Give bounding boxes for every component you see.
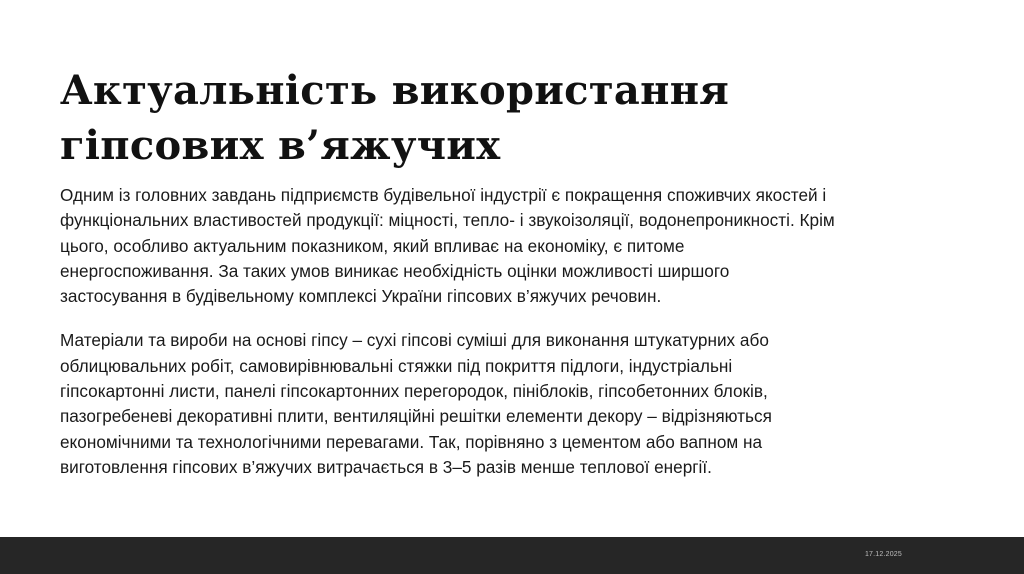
paragraph-line: цього, особливо актуальним показником, який впливає на економіку, є питоме xyxy=(60,235,685,256)
paragraph-line: Одним із головних завдань підприємств будівельної індустрії є покращення споживчих якостей і xyxy=(60,185,827,205)
paragraph-line: пазогребеневі декоративні плити, вентиляційні решітки елементи декору – відрізняються xyxy=(60,406,772,427)
slide-title xyxy=(60,63,960,173)
paragraph-line: Матеріали та вироби на основі гіпсу – сухі гіпсові суміші для виконання штукатурних або xyxy=(60,330,769,351)
footer-bar xyxy=(0,537,1024,574)
paragraph-line: енергоспоживання. За таких умов виникає необхідність оцінки можливості ширшого xyxy=(60,260,730,281)
paragraph-line: виготовлення гіпсових в’яжучих витрачається в 3–5 разів менше теплової енергії. xyxy=(60,456,712,477)
paragraph-line: застосування в будівельному комплексі України гіпсових в’яжучих речовин. xyxy=(60,286,662,307)
paragraph-line: гіпсокартонні листи, панелі гіпсокартонних перегородок, пініблоків, гіпсобетонних блоків, xyxy=(60,381,768,402)
body-paragraph-1 xyxy=(60,183,970,309)
slide-title-line-2: гіпсових в’яжучих xyxy=(60,122,501,169)
paragraph-line: економічними та технологічними перевагами. Так, порівняно з цементом або вапном на xyxy=(60,431,763,452)
paragraph-line: облицювальних робіт, самовирівнювальні стяжки під покриття підлоги, індустріальні xyxy=(60,355,733,376)
slide-body xyxy=(60,183,970,480)
slide-title-line-1: Актуальність використання xyxy=(60,67,730,114)
footer-date: 17.12.2025 xyxy=(864,551,902,558)
body-paragraph-2 xyxy=(60,328,970,480)
paragraph-line: функціональних властивостей продукції: міцності, тепло- і звукоізоляції, водонепроникності. Крім xyxy=(60,210,835,231)
